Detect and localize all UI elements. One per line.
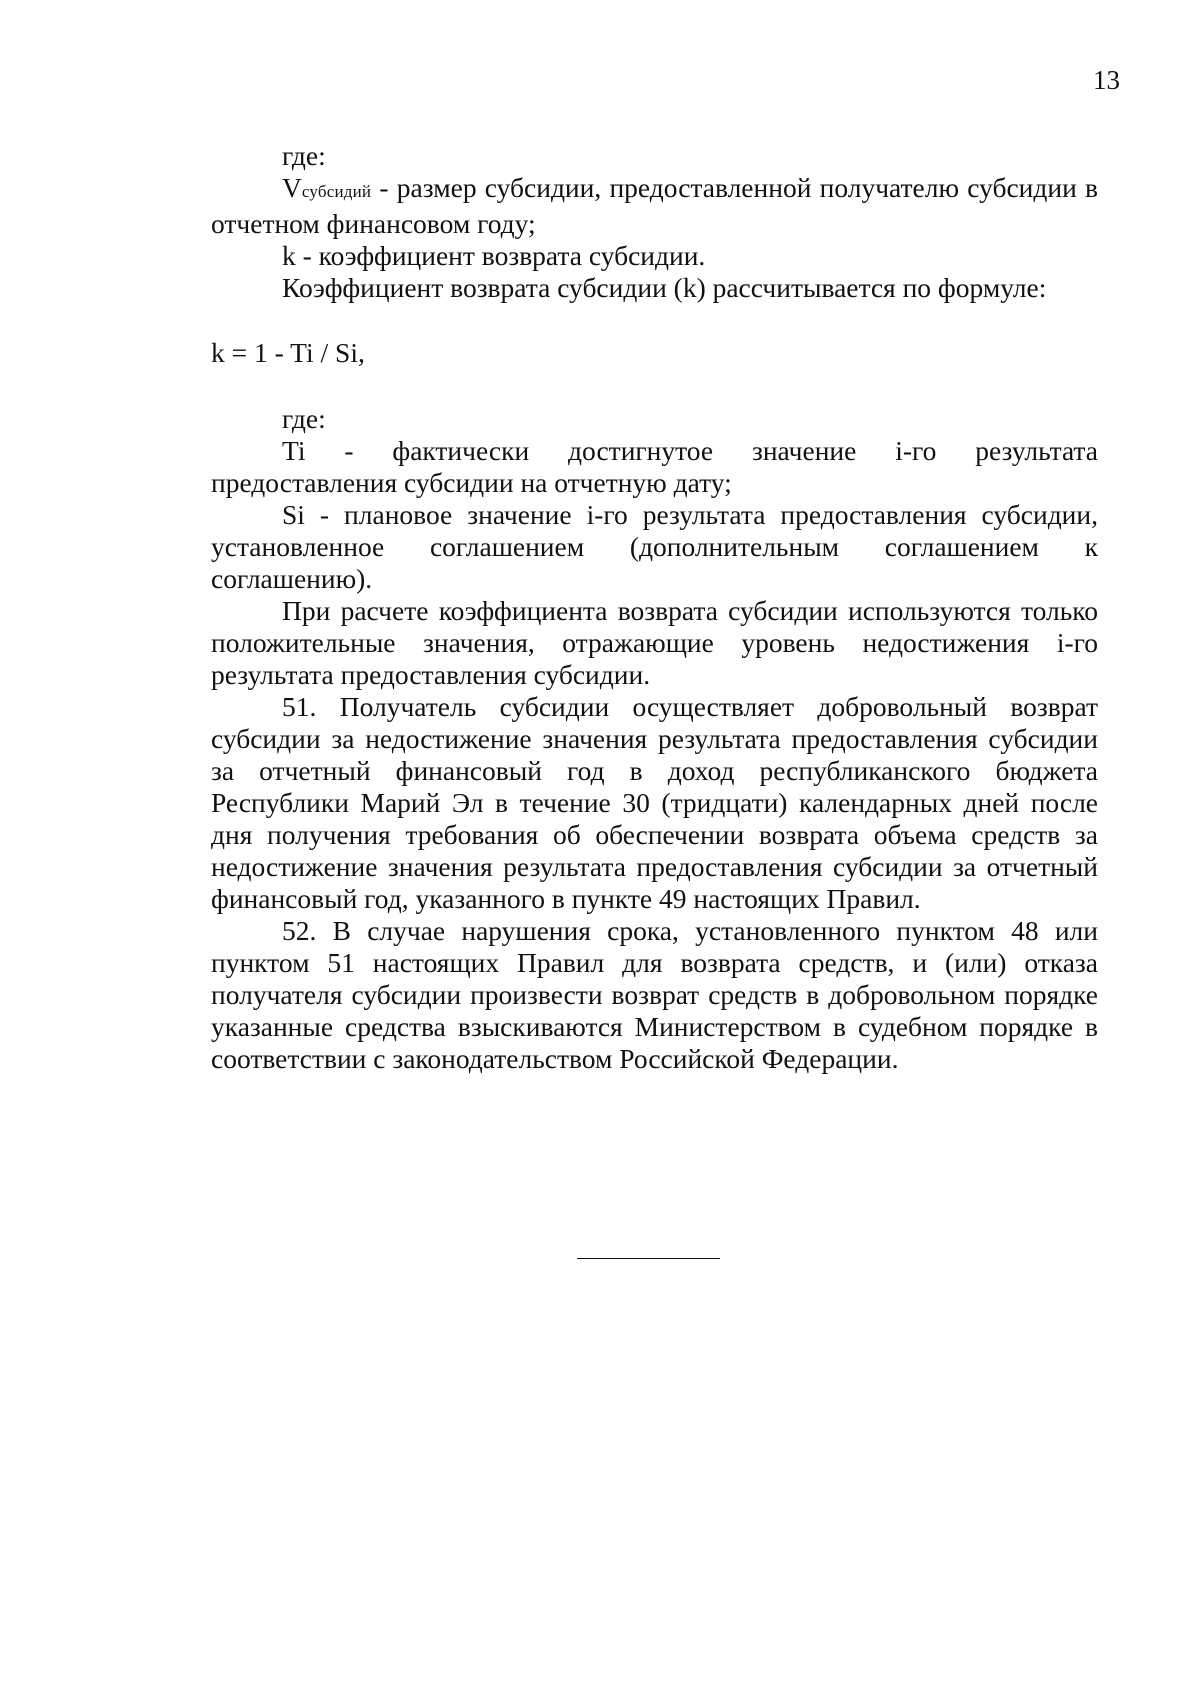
v-symbol: V <box>282 172 302 203</box>
document-body <box>211 140 1098 1075</box>
formula: k = 1 - Ti / Si, <box>211 337 365 368</box>
clause-52: 52. В случае нарушения срока, установленного пунктом 48 или пунктом 51 настоящих Правил для возврата средств, и (или) отказа получателя субсидии произвести возврат средств в добровольном порядке указанные средства взыскиваются Министерством в судебном порядке в соответствии с законодательством Российской Федерации. <box>211 915 1098 1074</box>
page-number: 13 <box>1093 65 1120 95</box>
clause-51: 51. Получатель субсидии осуществляет добровольный возврат субсидии за недостижение значения результата предоставления субсидии за отчетный финансовый год в доход республиканского бюджета Республики Марий Эл в течение 30 (тридцати) календарных дней после дня получения требования об обеспечении возврата объема средств за недостижение значения результата предоставления субсидии за отчетный финансовый год, указанного в пункте 49 настоящих Правил. <box>211 691 1098 914</box>
positive-values-note: При расчете коэффициента возврата субсидии используются только положительные значения, отражающие уровень недостижения i-го результата предоставления субсидии. <box>211 595 1098 690</box>
si-definition: Si - плановое значение i-го результата предоставления субсидии, установленное соглашением (дополнительным соглашением к соглашению). <box>211 499 1098 594</box>
v-subsidy-definition <box>211 172 1098 240</box>
k-definition: k - коэффициент возврата субсидии. <box>282 240 706 271</box>
where-label-1: где: <box>282 140 326 171</box>
v-subscript: субсидий <box>301 182 372 201</box>
k-formula-intro: Коэффициент возврата субсидии (k) рассчитывается по формуле: <box>282 272 1047 303</box>
where-label-2: где: <box>282 403 326 434</box>
v-definition-text: - размер субсидии, предоставленной получателю субсидии в отчетном финансовом году; <box>211 172 1098 239</box>
end-of-text-rule <box>577 1258 720 1259</box>
ti-definition: Ti - фактически достигнутое значение i-го результата предоставления субсидии на отчетную дату; <box>211 435 1098 498</box>
